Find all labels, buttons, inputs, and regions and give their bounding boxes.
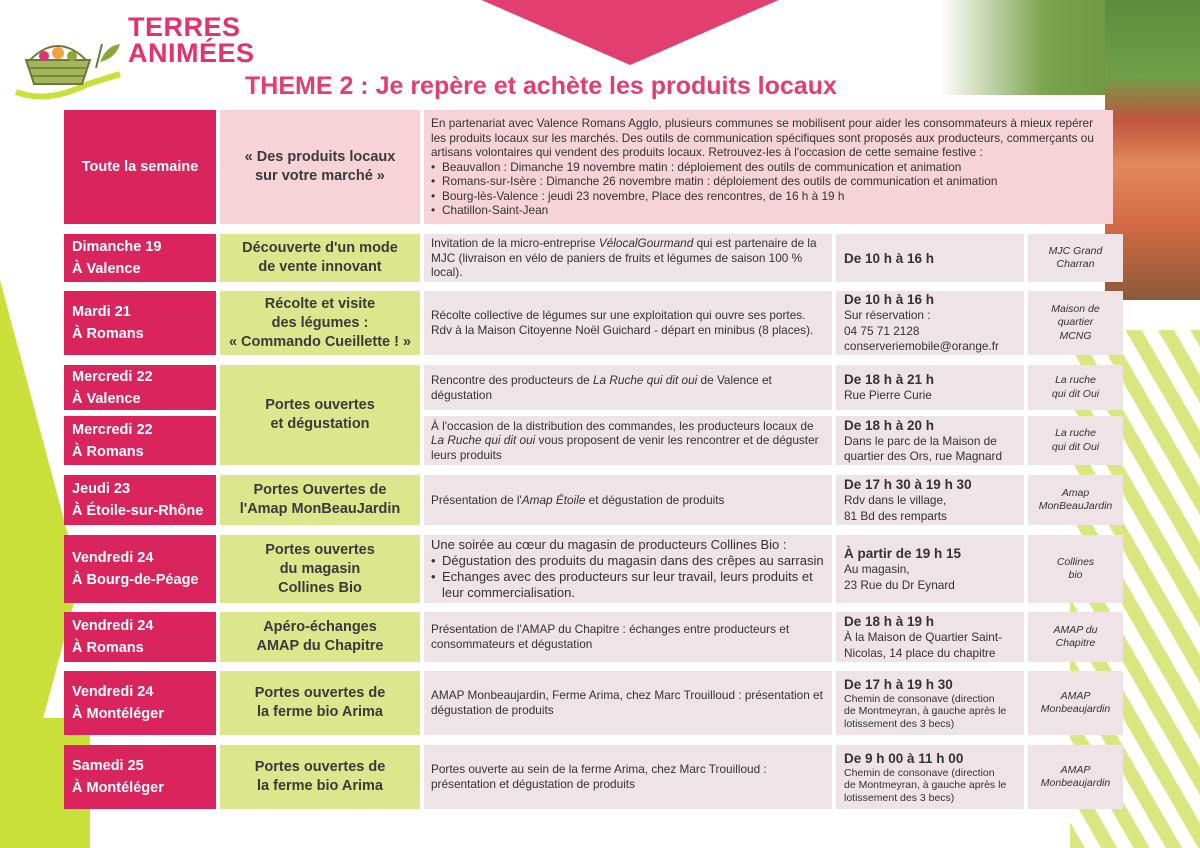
brand-line2: ANIMÉES xyxy=(128,38,255,68)
event-name-cell xyxy=(220,535,420,603)
date-cell xyxy=(64,612,216,662)
organizer-line: qui dit Oui xyxy=(1051,440,1100,453)
event-place: À Montéléger xyxy=(72,706,164,722)
table-row xyxy=(64,291,1123,355)
table-row xyxy=(64,475,1123,525)
organizer-line: MCNG xyxy=(1059,329,1092,342)
table-row xyxy=(64,612,1123,662)
event-name-line: Portes ouvertes xyxy=(265,541,375,558)
organizer-cell xyxy=(1028,475,1123,525)
list-item: • Beauvallon : Dimanche 19 novembre matin : déploiement des outils de communication et animation xyxy=(431,160,1106,175)
event-info-line: Dans le parc de la Maison de xyxy=(844,433,997,448)
description-cell xyxy=(424,291,832,355)
event-name-line: Apéro-échanges xyxy=(263,619,377,635)
organizer-cell xyxy=(1028,745,1123,809)
page-title: THEME 2 : Je repère et achète les produits locaux xyxy=(245,72,837,100)
description-text xyxy=(431,308,825,337)
list-item: • Dégustation des produits du magasin dans des crêpes au sarrasin xyxy=(431,553,825,569)
description-text xyxy=(431,493,825,508)
event-day: Vendredi 24 xyxy=(72,550,154,566)
organizer-line: Maison de xyxy=(1051,302,1100,315)
event-time: De 17 h 30 à 19 h 30 xyxy=(844,477,972,492)
event-place: À Étoile-sur-Rhône xyxy=(72,503,204,519)
event-time: De 9 h 00 à 11 h 00 xyxy=(844,750,964,766)
description-part: et dégustation de produits xyxy=(585,492,725,507)
organizer-line: MJC Grand xyxy=(1048,244,1103,257)
table-row xyxy=(64,535,1123,603)
event-day: Jeudi 23 xyxy=(72,481,131,497)
event-info-line: Au magasin, xyxy=(844,562,910,576)
description-emphasis: VélocalGourmand xyxy=(598,236,694,251)
organizer-cell xyxy=(1028,671,1123,735)
description-emphasis: La Ruche qui dit oui xyxy=(431,433,536,448)
description-cell xyxy=(424,110,1113,224)
description-part: Invitation de la micro-entreprise xyxy=(431,236,599,251)
description-emphasis: La Ruche qui dit oui xyxy=(592,372,698,387)
time-cell xyxy=(836,535,1024,603)
organizer-cell xyxy=(1028,535,1123,603)
description-part: vous proposent de venir les rencontrer et de déguster leurs produits xyxy=(431,433,819,462)
event-name-cell xyxy=(220,612,420,662)
event-name-line: la ferme bio Arima xyxy=(257,778,383,794)
event-name-cell xyxy=(220,475,420,525)
organizer-line: AMAP xyxy=(1060,689,1091,702)
event-info-line: À la Maison de Quartier Saint- xyxy=(844,630,1003,644)
description-text xyxy=(431,622,825,651)
description-part: Rencontre des producteurs de xyxy=(431,372,593,387)
time-cell xyxy=(836,416,1024,465)
description-part: Rdv à la Maison Citoyenne Noël Guichard - départ en minibus (8 places). xyxy=(431,323,814,337)
organizer-line: Amap xyxy=(1061,486,1090,499)
time-cell xyxy=(836,612,1024,662)
description-cell xyxy=(424,612,832,662)
event-time: De 18 h à 20 h xyxy=(844,417,935,433)
list-item: • Romans-sur-Isère : Dimanche 26 novembre matin : déploiement des outils de communication et animation xyxy=(431,174,1106,189)
event-day: Vendredi 24 xyxy=(72,684,154,700)
organizer-line: Monbeaujardin xyxy=(1040,777,1111,789)
event-info-line: conserveriemobile@orange.fr xyxy=(844,339,999,354)
event-name-line: Portes ouvertes de xyxy=(254,759,386,775)
organizer-line: La ruche xyxy=(1055,427,1096,439)
event-time: À partir de 19 h 15 xyxy=(844,546,962,561)
event-name-cell xyxy=(220,110,420,224)
organizer-line: Chapitre xyxy=(1055,637,1096,649)
event-place: À Valence xyxy=(72,261,141,277)
organizer-line: Collines xyxy=(1056,555,1095,568)
description-text xyxy=(431,419,825,463)
list-item: • Bourg-lès-Valence : jeudi 23 novembre, Place des rencontres, de 16 h à 19 h xyxy=(431,189,1106,204)
event-name-cell xyxy=(220,291,420,355)
event-info-line: Chemin de consonave (direction xyxy=(844,766,995,779)
description-part: Présentation de l'AMAP du Chapitre : échanges entre producteurs et consommateurs et dégustation xyxy=(431,622,790,651)
description-cell xyxy=(424,535,832,603)
event-time: De 18 h à 19 h xyxy=(844,614,935,629)
event-name-line: Découverte d'un mode xyxy=(242,240,398,256)
time-cell xyxy=(836,234,1024,282)
list-item: • Chatillon-Saint-Jean xyxy=(431,203,1106,218)
date-cell xyxy=(64,745,216,809)
time-cell xyxy=(836,475,1024,525)
organizer-line: AMAP xyxy=(1060,763,1091,776)
description-cell xyxy=(424,416,832,465)
organizer-line: Monbeaujardin xyxy=(1040,703,1111,715)
event-name-line: AMAP du Chapitre xyxy=(256,638,384,654)
organizer-line: qui dit Oui xyxy=(1051,387,1100,400)
event-time: De 10 h à 16 h xyxy=(844,292,935,308)
event-name-line: Portes ouvertes xyxy=(265,397,375,413)
organizer-cell xyxy=(1028,612,1123,662)
description-text xyxy=(431,762,825,791)
organizer-line: La ruche xyxy=(1055,374,1096,386)
table-row xyxy=(64,745,1123,809)
event-place: À Valence xyxy=(72,390,141,407)
organizer-cell xyxy=(1028,234,1123,282)
decor-pink-triangle xyxy=(470,0,790,65)
event-day: Mercredi 22 xyxy=(72,368,153,385)
description-text xyxy=(431,373,825,402)
when-cell xyxy=(64,110,216,224)
organizer-line: bio xyxy=(1068,569,1083,581)
event-time: De 10 h à 16 h xyxy=(844,250,935,266)
event-name-line: Portes ouvertes de xyxy=(254,685,386,701)
when-label: Toute la semaine xyxy=(81,159,199,175)
event-day: Vendredi 24 xyxy=(72,618,154,634)
event-info-line: de Montmeyran, à gauche après le xyxy=(844,779,1007,792)
event-name-cell xyxy=(220,365,420,465)
event-day: Mercredi 22 xyxy=(72,421,153,438)
description-cell xyxy=(424,475,832,525)
description-intro: En partenariat avec Valence Romans Agglo, plusieurs communes se mobilisent pour aider les consommateurs à mieux repérer les produits locaux sur les marchés. Des outils de communication spécifiques sont proposés aux producteurs, commerçants ou artisans volontaires qui vendent des produits locaux. Retrouvez-les à l'occasion de cette semaine festive : xyxy=(431,115,1094,160)
table-row xyxy=(64,234,1123,282)
event-name: « Des produits locaux sur votre marché » xyxy=(244,149,396,184)
event-time: De 18 h à 21 h xyxy=(844,372,935,388)
description-part: qui est partenaire de la MJC (livraison en vélo de paniers de fruits et légumes de saison 100 % local). xyxy=(431,236,817,280)
event-name-cell xyxy=(220,671,420,735)
description-text xyxy=(431,236,825,280)
organizer-cell xyxy=(1028,291,1123,355)
event-info-line: Nicolas, 14 place du chapitre xyxy=(844,645,996,660)
date-cell xyxy=(64,234,216,282)
date-cell xyxy=(64,671,216,735)
date-cell xyxy=(64,365,216,410)
time-cell xyxy=(836,365,1024,410)
time-cell xyxy=(836,745,1024,809)
event-name-line: du magasin xyxy=(279,560,361,577)
list-item: • Echanges avec des producteurs sur leur travail, leurs produits et leur commercialisation. xyxy=(431,569,825,601)
time-cell xyxy=(836,291,1024,355)
event-info-line: Sur réservation : xyxy=(844,308,931,323)
organizer-line: quartier xyxy=(1057,316,1094,329)
description-part: AMAP Monbeaujardin, Ferme Arima, chez Marc Trouilloud : présentation et dégustation de produits xyxy=(431,688,823,717)
description-part: Présentation de l' xyxy=(431,492,522,507)
description-cell xyxy=(424,365,832,410)
event-place: À Romans xyxy=(72,640,144,656)
description-emphasis: Amap Étoile xyxy=(521,492,586,507)
bullet-list xyxy=(431,160,1106,218)
table-row xyxy=(64,671,1123,735)
event-name-line: l'Amap MonBeauJardin xyxy=(239,501,401,517)
description-cell xyxy=(424,234,832,282)
description-part: de Valence et dégustation xyxy=(431,372,772,402)
description-part: À l'occasion de la distribution des commandes, les producteurs locaux de xyxy=(431,418,814,433)
event-name-line: des légumes : xyxy=(271,314,369,331)
event-place: À Montéléger xyxy=(72,780,164,796)
event-name-line: la ferme bio Arima xyxy=(257,704,383,720)
time-cell xyxy=(836,671,1024,735)
event-day: Mardi 21 xyxy=(72,304,131,320)
event-name-line: et dégustation xyxy=(270,416,370,432)
event-name-line: de vente innovant xyxy=(258,259,382,275)
description-part: Portes ouverte au sein de la ferme Arima, chez Marc Trouilloud : présentation et dégustation de produits xyxy=(431,762,767,791)
event-name-line: « Commando Cueillette ! » xyxy=(228,333,412,350)
event-info-line: 04 75 71 2128 xyxy=(844,323,920,338)
brand-line1: TERRES xyxy=(128,12,241,42)
organizer-line: AMAP du xyxy=(1053,623,1098,636)
organizer-line: Charran xyxy=(1056,258,1095,270)
event-time: De 17 h à 19 h 30 xyxy=(844,676,953,692)
event-place: À Romans xyxy=(72,443,144,460)
event-info-line: lotissement des 3 becs) xyxy=(844,791,955,804)
event-info-line: Rue Pierre Curie xyxy=(844,388,932,403)
basket-hand-icon xyxy=(8,22,128,104)
description-text xyxy=(431,537,825,553)
event-info-line: lotissement des 3 becs) xyxy=(844,717,955,730)
description-cell xyxy=(424,745,832,809)
date-cell xyxy=(64,291,216,355)
event-name-line: Collines Bio xyxy=(278,579,362,596)
event-name-line: Portes Ouvertes de xyxy=(253,482,387,498)
bullet-list xyxy=(431,553,825,601)
table-row xyxy=(64,110,1123,224)
event-info-line: Chemin de consonave (direction xyxy=(844,692,995,705)
event-place: À Romans xyxy=(72,326,144,342)
event-name-line: Récolte et visite xyxy=(264,295,376,312)
event-info-line: de Montmeyran, à gauche après le xyxy=(844,705,1007,718)
event-info-line: 81 Bd des remparts xyxy=(844,508,947,523)
organizer-line: MonBeauJardin xyxy=(1038,500,1113,512)
date-cell xyxy=(64,535,216,603)
event-info-line: 23 Rue du Dr Eynard xyxy=(844,577,955,592)
event-info-line: Rdv dans le village, xyxy=(844,493,947,507)
event-name-cell xyxy=(220,234,420,282)
description-part: Une soirée au cœur du magasin de producteurs Collines Bio : xyxy=(431,537,787,552)
event-day: Dimanche 19 xyxy=(72,239,162,255)
date-cell xyxy=(64,475,216,525)
event-name-cell xyxy=(220,745,420,809)
event-info-line: quartier des Ors, rue Magnard xyxy=(844,449,1003,463)
description-cell xyxy=(424,671,832,735)
description-text xyxy=(431,688,825,717)
organizer-cell xyxy=(1028,365,1123,410)
event-place: À Bourg-de-Péage xyxy=(72,572,199,588)
date-cell xyxy=(64,416,216,465)
description-part: Récolte collective de légumes sur une exploitation qui ouvre ses portes. xyxy=(431,308,806,323)
event-day: Samedi 25 xyxy=(72,758,144,774)
organizer-cell xyxy=(1028,416,1123,465)
